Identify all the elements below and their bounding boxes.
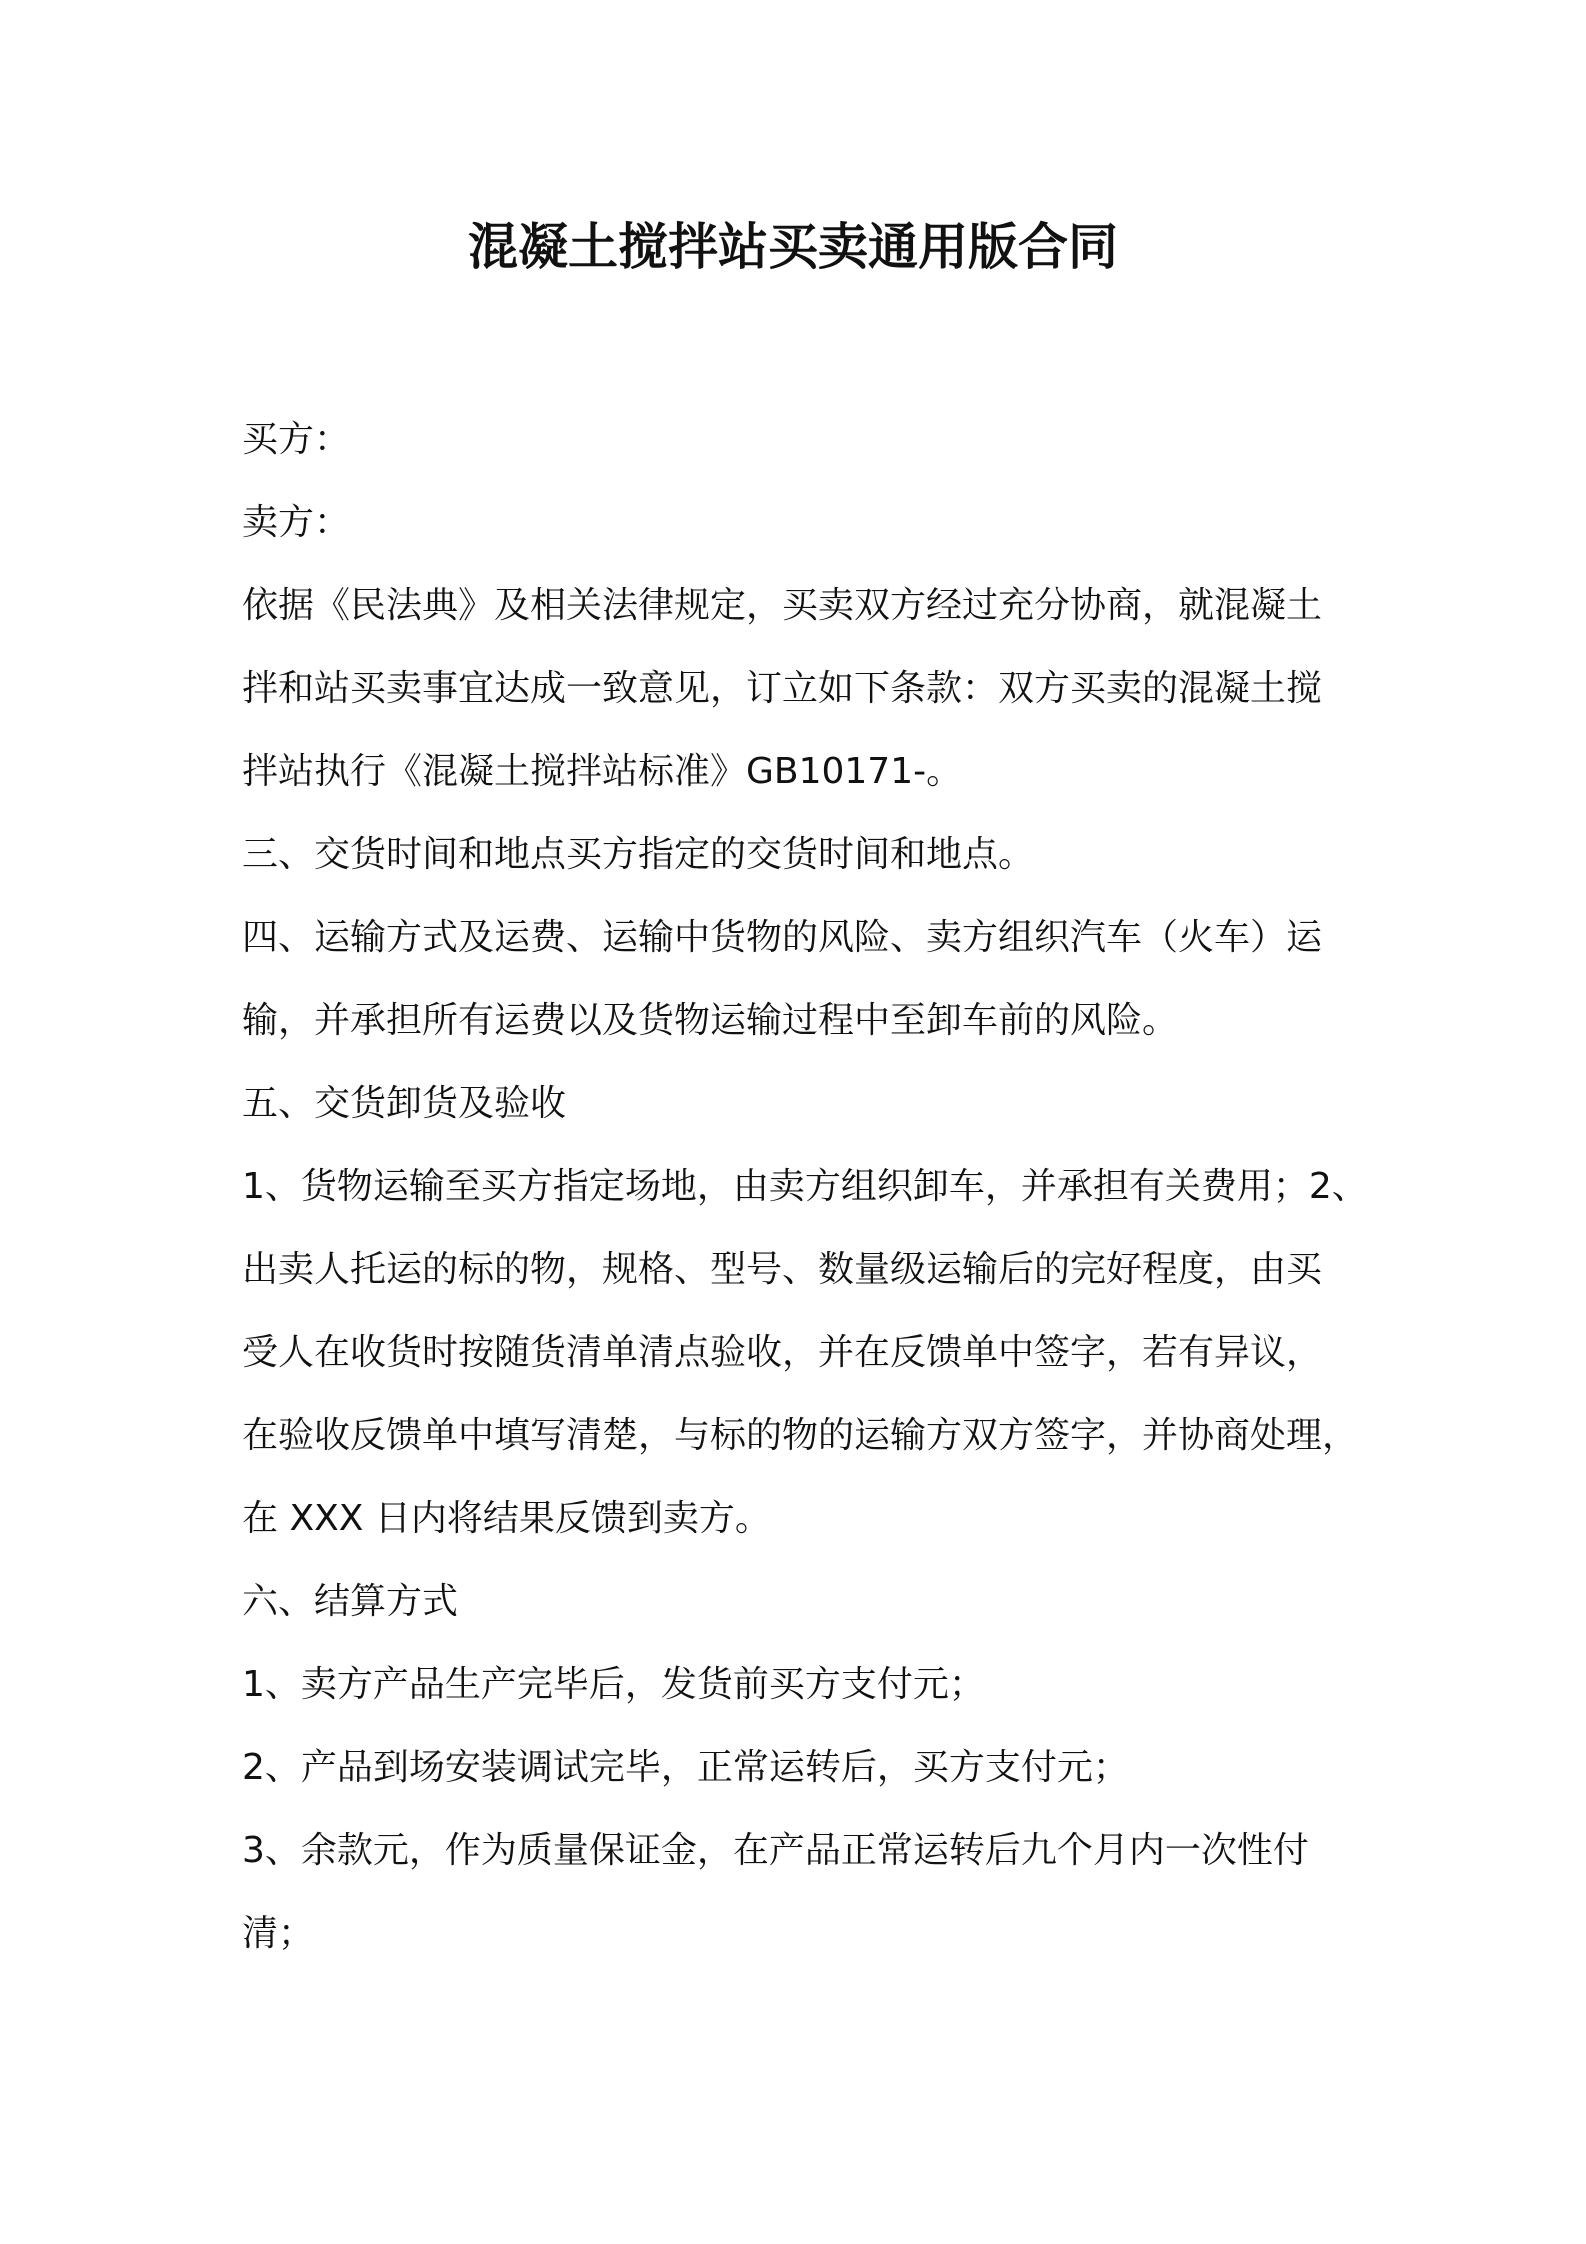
payment-item-1: 1、卖方产品生产完毕后，发货前买方支付元； (242, 1664, 985, 1705)
document-body (242, 398, 1368, 1975)
section-3-line: 三、交货时间和地点买方指定的交货时间和地点。 (242, 834, 1035, 875)
seller-line: 卖方： (242, 502, 351, 543)
preamble-line-1: 依据《民法典》及相关法律规定，买卖双方经过充分协商，就混凝土 (242, 585, 1323, 626)
section-5-heading: 五、交货卸货及验收 (242, 1083, 567, 1124)
section-5-line-3: 受人在收货时按随货清单清点验收，并在反馈单中签字，若有异议， (242, 1332, 1323, 1373)
section-5-line-2: 出卖人托运的标的物，规格、型号、数量级运输后的完好程度，由买 (242, 1249, 1323, 1290)
section-5-line-5: 在 XXX 日内将结果反馈到卖方。 (242, 1498, 771, 1539)
payment-item-3-line-2: 清； (242, 1913, 315, 1954)
payment-item-2: 2、产品到场安装调试完毕，正常运转后，买方支付元； (242, 1747, 1129, 1788)
section-5-line-1: 1、货物运输至买方指定场地，由卖方组织卸车，并承担有关费用；2、 (242, 1166, 1368, 1207)
preamble-line-3: 拌站执行《混凝土搅拌站标准》GB10171-。 (242, 751, 963, 792)
payment-item-3-line-1: 3、余款元，作为质量保证金，在产品正常运转后九个月内一次性付 (242, 1830, 1309, 1871)
buyer-line: 买方： (242, 419, 351, 460)
section-6-heading: 六、结算方式 (242, 1581, 459, 1622)
document-title: 混凝土搅拌站买卖通用版合同 (468, 218, 1118, 276)
preamble-line-2: 拌和站买卖事宜达成一致意见，订立如下条款：双方买卖的混凝土搅 (242, 668, 1323, 709)
section-4-line-2: 输，并承担所有运费以及货物运输过程中至卸车前的风险。 (242, 1000, 1179, 1041)
section-5-line-4: 在验收反馈单中填写清楚，与标的物的运输方双方签字，并协商处理， (242, 1415, 1359, 1456)
section-4-line-1: 四、运输方式及运费、运输中货物的风险、卖方组织汽车（火车）运 (242, 917, 1323, 958)
